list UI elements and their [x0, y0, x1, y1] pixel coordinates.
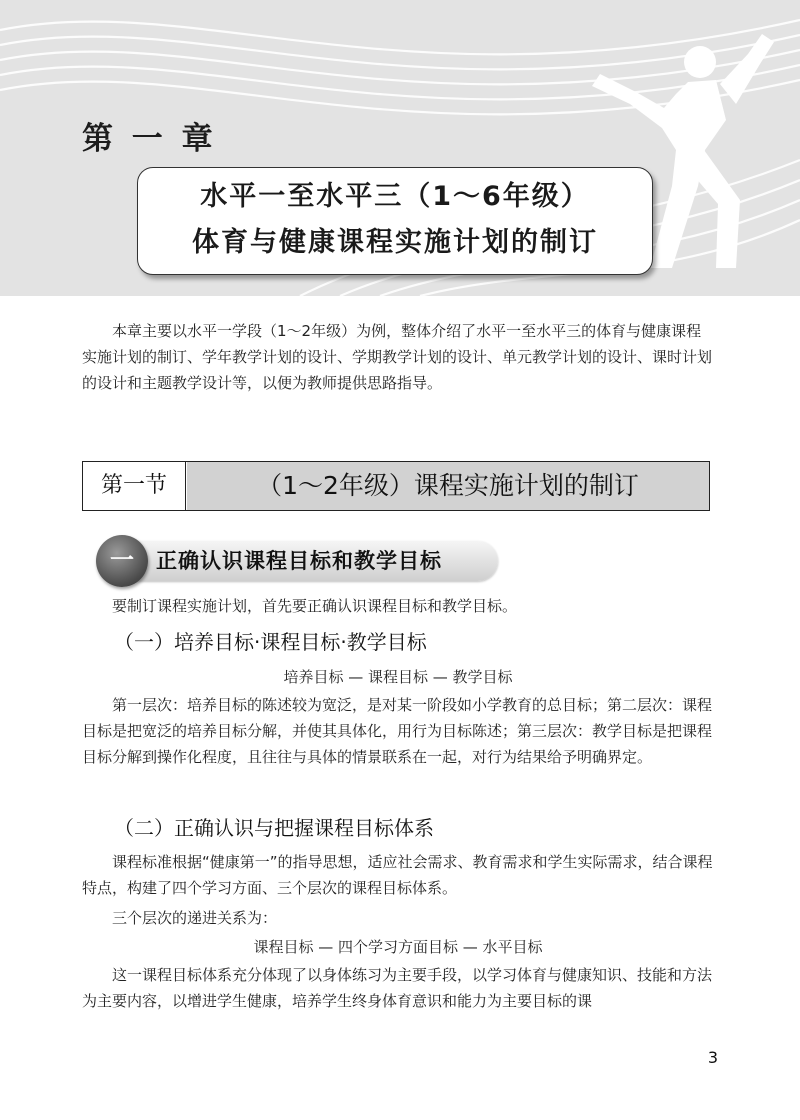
paragraph-3: 课程标准根据“健康第一”的指导思想，适应社会需求、教育需求和学生实际需求，结合课程特点，构建了四个学习方面、三个层次的课程目标体系。 — [82, 853, 713, 897]
section-number: 第一节 — [83, 462, 186, 510]
section-header — [82, 461, 710, 511]
chapter-label: 第 一 章 — [82, 121, 217, 157]
paragraph-4: 三个层次的递进关系为： — [112, 909, 278, 927]
chapter-banner — [0, 0, 800, 296]
goal-chain-2: 课程目标 — 四个学习方面目标 — 水平目标 — [253, 938, 543, 956]
paragraph-1: 要制订课程实施计划，首先要正确认识课程目标和教学目标。 — [112, 597, 518, 615]
subheading-2: （二）正确认识与把握课程目标体系 — [114, 816, 434, 840]
section-title: （1～2年级）课程实施计划的制订 — [187, 462, 709, 510]
paragraph-2: 第一层次：培养目标的陈述较为宽泛，是对某一阶段如小学教育的总目标；第二层次：课程目标是把宽泛的培养目标分解，并使其具体化，用行为目标陈述；第三层次：教学目标是把课程目标分解到操作化程度，且往往与具体的情景联系在一起，对行为结果给予明确界定。 — [82, 696, 713, 766]
goal-chain-1: 培养目标 — 课程目标 — 教学目标 — [283, 668, 513, 686]
heading1-number-badge: 一 — [96, 535, 148, 587]
heading1-text: 正确认识课程目标和教学目标 — [156, 549, 442, 573]
chapter-title-box — [137, 167, 653, 275]
page-number: 3 — [707, 1048, 718, 1067]
subheading-1: （一）培养目标·课程目标·教学目标 — [114, 630, 427, 654]
chapter-title-line2: 体育与健康课程实施计划的制订 — [192, 227, 598, 258]
chapter-title-line1: 水平一至水平三（1～6年级） — [200, 181, 590, 212]
paragraph-5: 这一课程目标体系充分体现了以身体练习为主要手段，以学习体育与健康知识、技能和方法为主要内容，以增进学生健康，培养学生终身体育意识和能力为主要目标的课 — [82, 966, 713, 1010]
chapter-intro-paragraph: 本章主要以水平一学段（1～2年级）为例，整体介绍了水平一至水平三的体育与健康课程实施计划的制订、学年教学计划的设计、学期教学计划的设计、单元教学计划的设计、课时计划的设计和主题教学设计等，以便为教师提供思路指导。 — [82, 322, 713, 392]
